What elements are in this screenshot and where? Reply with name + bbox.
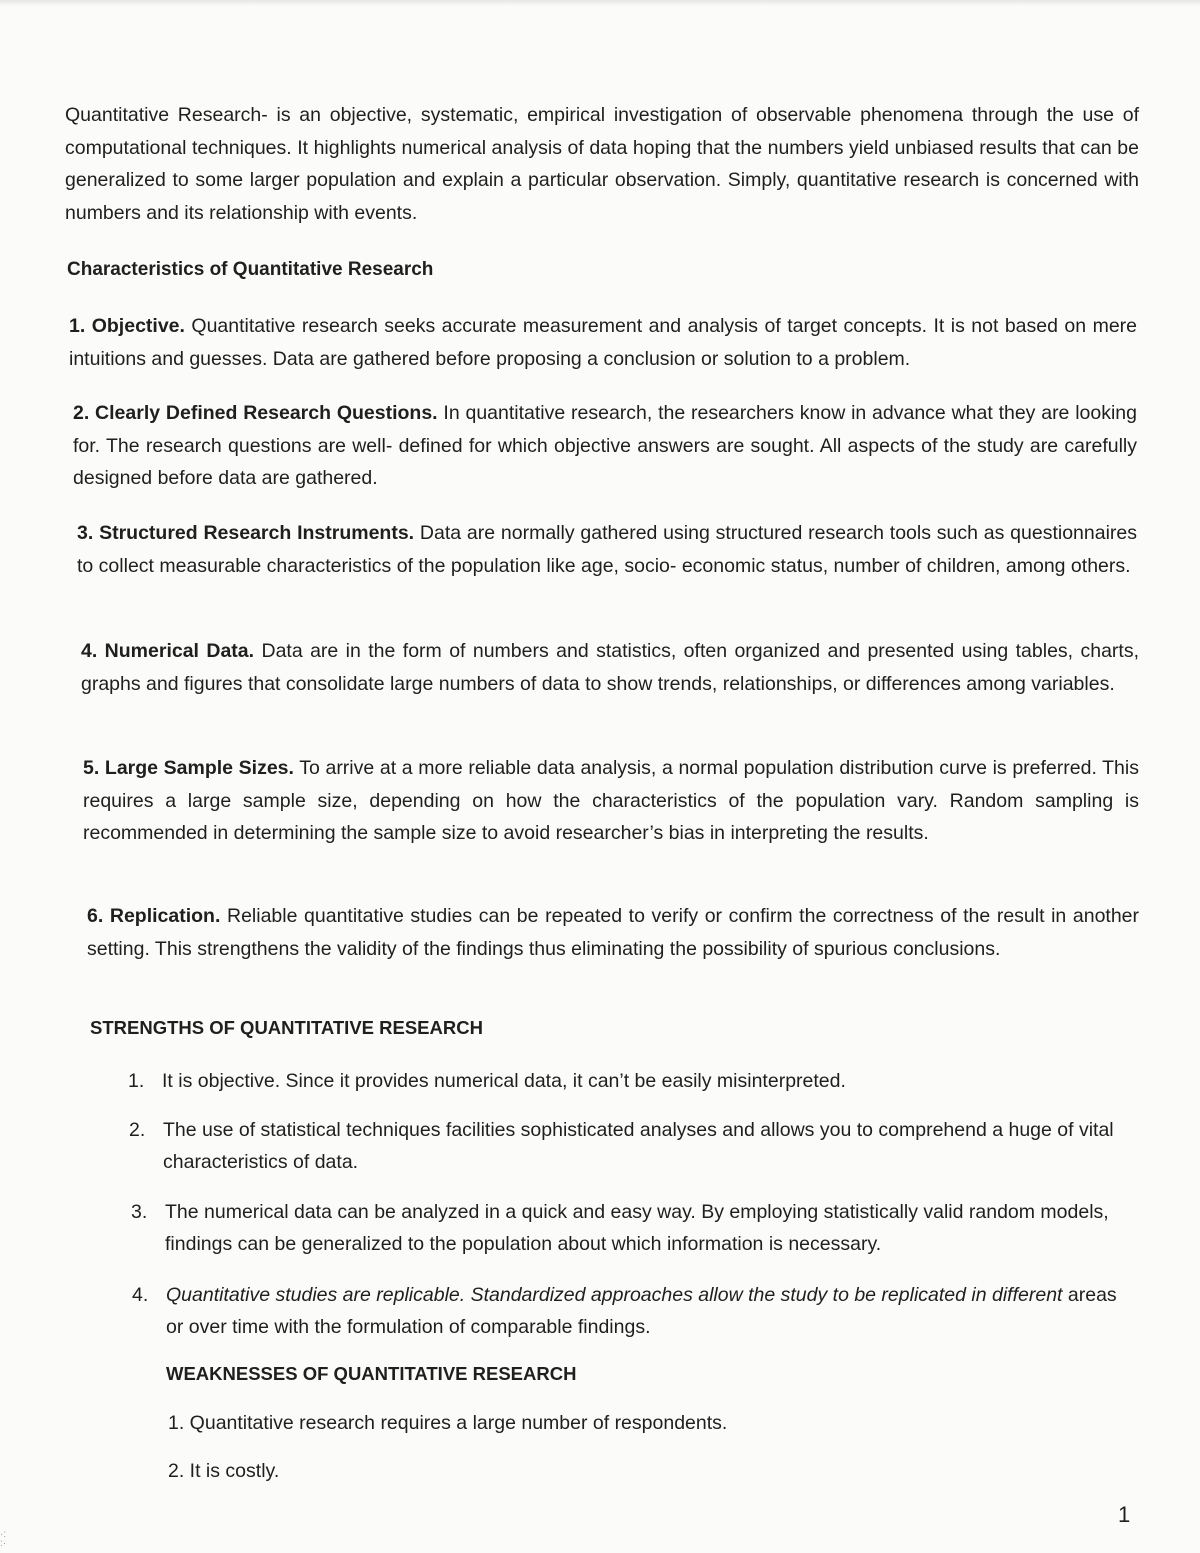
characteristics-heading: Characteristics of Quantitative Research [67,259,434,280]
weakness-item: 2. It is costly. [168,1460,280,1482]
strength-text-continued: areas or over time with the formulation of comparable findings. [166,1284,1117,1338]
characteristic-title: 3. Structured Research Instruments. [77,522,415,544]
characteristic-text: Reliable quantitative studies can be repeated to verify or confirm the correctness of the result in another setting. This strengthens the validity of the findings thus eliminating the possibility of spurious conclusions. [87,905,1140,960]
strength-number: 1. [128,1070,145,1092]
strength-number: 2. [129,1119,146,1141]
weaknesses-heading: WEAKNESSES OF QUANTITATIVE RESEARCH [166,1363,577,1384]
intro-term: Quantitative Research- [65,104,268,126]
characteristic-title: 4. Numerical Data. [81,640,255,662]
characteristic-text: Quantitative research seeks accurate measurement and analysis of target concepts. It is not based on mere intuitions and guesses. Data are gathered before proposing a conclusion or solution to a problem. [69,315,1138,370]
strengths-heading: STRENGTHS OF QUANTITATIVE RESEARCH [90,1017,483,1038]
characteristic-item [69,310,1137,375]
characteristic-item [87,900,1139,965]
strength-number: 3. [131,1201,148,1223]
strength-item [129,1114,1133,1180]
scan-edge-shadow [0,0,1200,6]
strength-item [132,1279,1134,1345]
characteristic-title: 5. Large Sample Sizes. [83,757,294,779]
characteristic-item [83,752,1139,850]
characteristic-text: In quantitative research, the researchers know in advance what they are looking for. The research questions are well- defined for which objective answers are sought. All aspects of the study are carefully designed before data are gathered. [73,402,1137,489]
strength-text: Quantitative studies are replicable. Standardized approaches allow the study to be replicated in different [166,1284,1063,1306]
characteristic-title: 2. Clearly Defined Research Questions. [73,402,438,424]
characteristic-title: 1. Objective. [69,315,185,337]
page-number: 1 [1118,1502,1131,1527]
scan-artifact: ·: :· [0,1529,7,1549]
strength-item [128,1065,1133,1099]
strength-text: The numerical data can be analyzed in a quick and easy way. By employing statistically valid random models, findings can be generalized to the population about which information is necessary. [165,1201,1109,1255]
strength-text-block [166,1279,1134,1343]
characteristic-text: Data are normally gathered using structured research tools such as questionnaires to collect measurable characteristics of the population like age, socio- economic status, number of children, among others. [77,522,1138,577]
characteristic-text: To arrive at a more reliable data analysis, a normal population distribution curve is preferred. This requires a large sample size, depending on how the characteristics of the population vary. Random sampling is recommended in determining the sample size to avoid researcher’s bias in interpreting the results. [83,757,1139,844]
intro-paragraph [65,99,1139,229]
characteristic-item [81,635,1139,700]
strength-item [131,1196,1134,1262]
characteristic-text: Data are in the form of numbers and statistics, often organized and presented using tables, charts, graphs and figures that consolidate large numbers of data to show trends, relationships, or differences among variables. [81,640,1140,695]
strength-text: The use of statistical techniques facilities sophisticated analyses and allows you to comprehend a huge of vital characteristics of data. [163,1119,1114,1173]
characteristic-title: 6. Replication. [87,905,221,927]
weakness-item: 1. Quantitative research requires a large number of respondents. [168,1412,728,1434]
strength-number: 4. [132,1284,149,1306]
characteristic-item [77,517,1137,582]
strength-text: It is objective. Since it provides numerical data, it can’t be easily misinterpreted. [162,1070,846,1092]
intro-text: is an objective, systematic, empirical investigation of observable phenomena through the use of computational techniques. It highlights numerical analysis of data hoping that the numbers yield unbiased results that can be generalized to some larger population and explain a particular observation. Simply, quantitative research is concerned with numbers and its relationship with events. [65,104,1139,224]
characteristic-item [73,397,1137,495]
